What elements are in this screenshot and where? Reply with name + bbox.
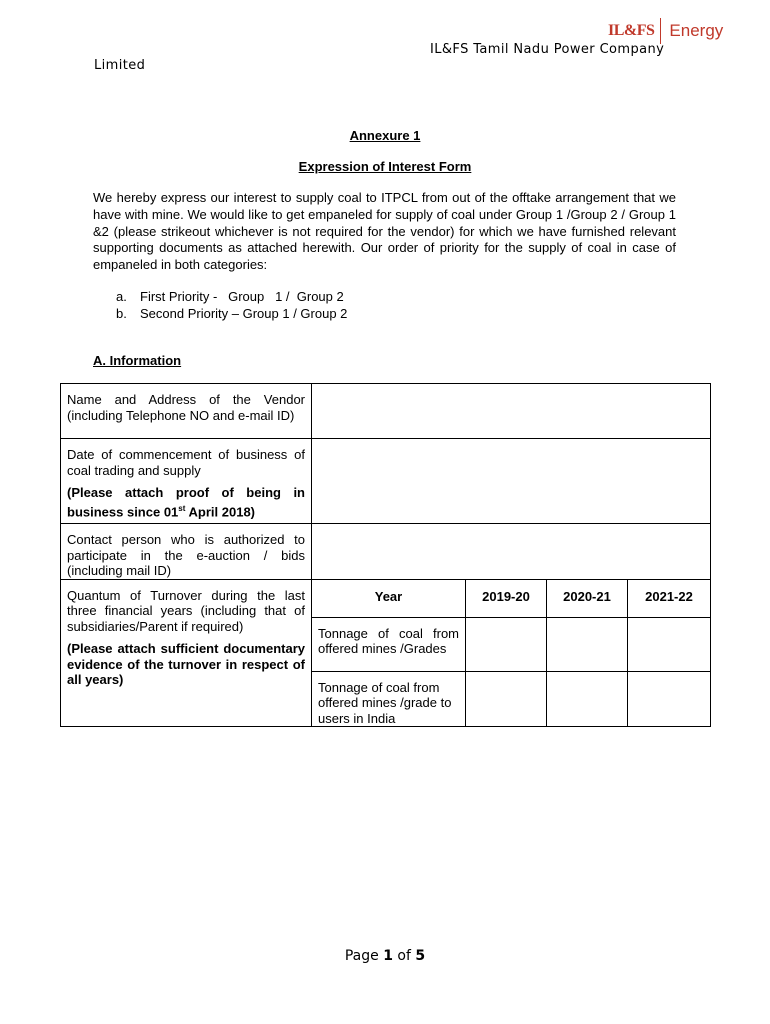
list-item-text: Second Priority – Group 1 / Group 2 [140, 306, 348, 321]
year-header: Year [312, 579, 466, 617]
year-2021-22-header: 2021-22 [628, 579, 711, 617]
vendor-name-label: Name and Address of the Vendor (including Telephone NO and e-mail ID) [61, 384, 312, 439]
table-row [61, 524, 711, 580]
list-marker: a. [116, 289, 127, 304]
page-total: 5 [415, 948, 426, 964]
list-item [116, 288, 347, 305]
contact-person-label: Contact person who is authorized to participate in the e-auction / bids (including mail ID) [61, 524, 312, 580]
priority-list [116, 288, 347, 322]
company-logo [608, 18, 723, 44]
page-footer [0, 948, 770, 964]
vendor-name-field[interactable] [312, 384, 711, 439]
table-row [61, 439, 711, 524]
logo-divider [660, 18, 661, 44]
table-row [61, 579, 711, 617]
table-row [61, 384, 711, 439]
tonnage-grades-2021-22-field[interactable] [628, 617, 711, 671]
commencement-label: Date of commencement of business of coal trading and supply [67, 447, 305, 478]
form-title: Expression of Interest Form [298, 159, 472, 174]
of-word: of [397, 948, 411, 964]
tonnage-users-label: Tonnage of coal from offered mines /grade to users in India [312, 671, 466, 727]
tonnage-users-2020-21-field[interactable] [547, 671, 628, 727]
page-number: 1 [383, 948, 393, 964]
annexure-title: Annexure 1 [349, 128, 421, 143]
list-item [116, 305, 347, 322]
tonnage-grades-2020-21-field[interactable] [547, 617, 628, 671]
company-name-line2: Limited [94, 58, 146, 73]
commencement-note: (Please attach proof of being in business since 01st April 2018) [67, 485, 305, 519]
turnover-note: (Please attach sufficient documentary evidence of the turnover in respect of all years) [67, 641, 305, 687]
list-item-text: First Priority - Group 1 / Group 2 [140, 289, 344, 304]
turnover-label: Quantum of Turnover during the last three financial years (including that of subsidiaries/Parent if required) [67, 587, 305, 634]
section-a-title: A. Information [93, 353, 182, 368]
intro-paragraph: We hereby express our interest to supply coal to ITPCL from out of the offtake arrangement that we have with mine. We would like to get empaneled for supply of coal under Group 1 /Group 2 / Group 1 &2 (please strikeout whichever is not required for the vendor) for which we have furnished relevant supporting documents as attached herewith. Our order of priority for the supply of coal in case of empaneled in both categories: [93, 190, 676, 273]
logo-energy-text: Energy [669, 21, 724, 40]
information-table [60, 383, 711, 727]
tonnage-users-2019-20-field[interactable] [466, 671, 547, 727]
commencement-field[interactable] [312, 439, 711, 524]
commencement-cell [61, 439, 312, 524]
logo-mark: IL&FS [608, 22, 655, 39]
year-2020-21-header: 2020-21 [547, 579, 628, 617]
tonnage-grades-label: Tonnage of coal from offered mines /Grades [312, 617, 466, 671]
tonnage-users-2021-22-field[interactable] [628, 671, 711, 727]
contact-person-field[interactable] [312, 524, 711, 580]
tonnage-grades-2019-20-field[interactable] [466, 617, 547, 671]
company-name-line1: IL&FS Tamil Nadu Power Company [430, 42, 665, 57]
list-marker: b. [116, 306, 127, 321]
turnover-cell [61, 579, 312, 727]
year-2019-20-header: 2019-20 [466, 579, 547, 617]
page-word: Page [344, 948, 379, 964]
